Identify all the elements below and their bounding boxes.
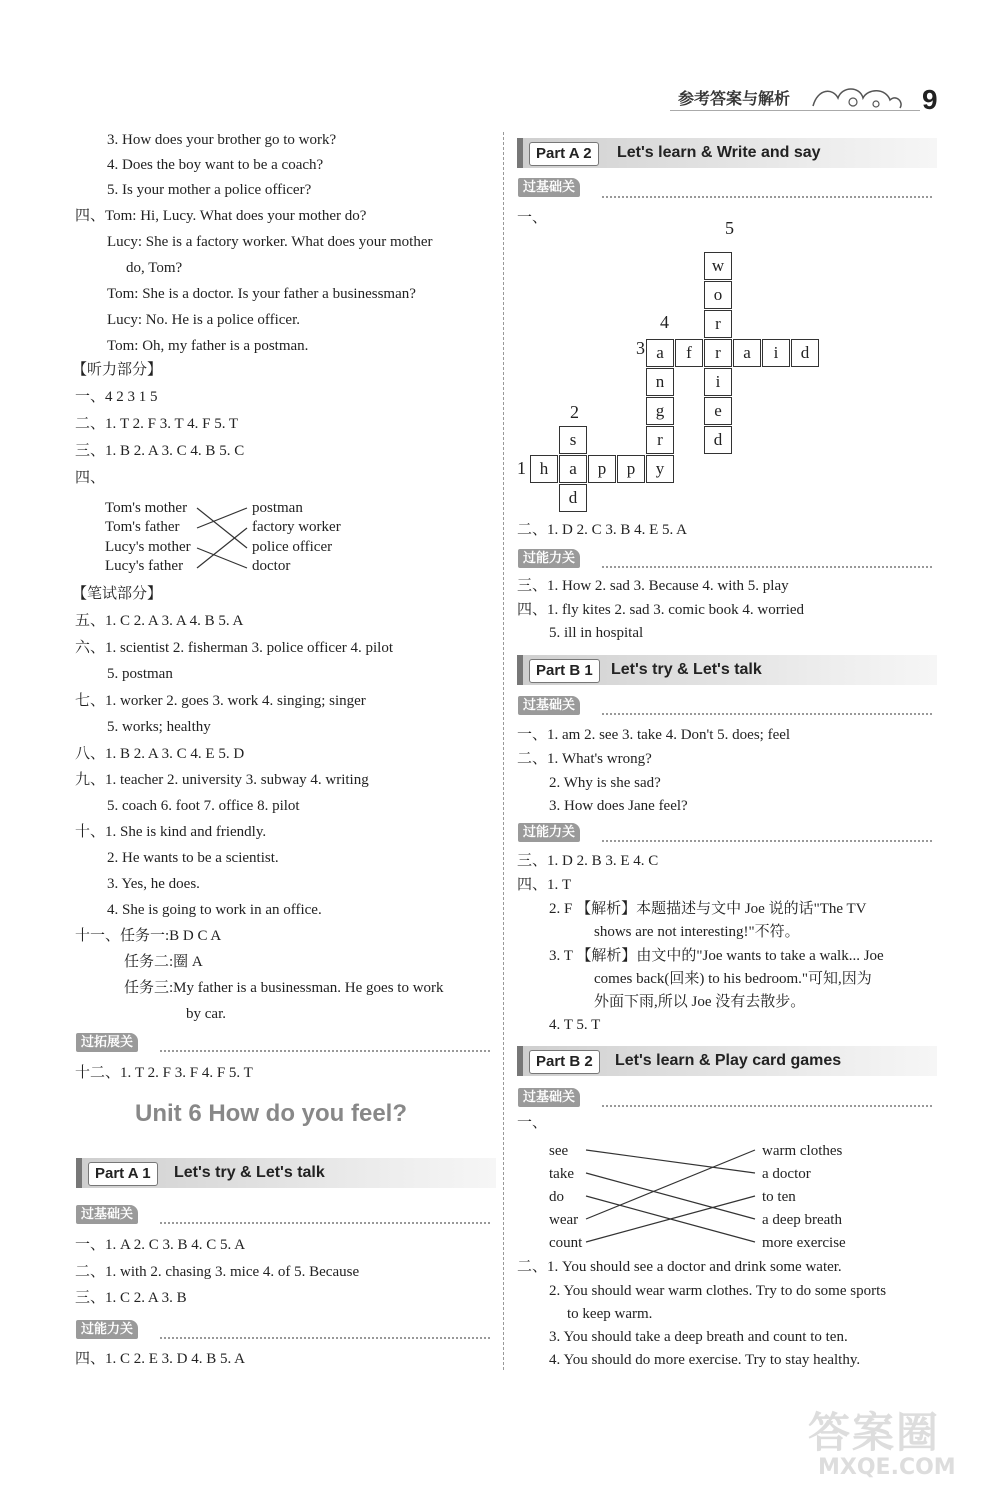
crossword-cell: a (733, 339, 761, 367)
match-right-item: warm clothes (762, 1143, 843, 1159)
crossword-cell: h (530, 455, 558, 483)
crossword-cell: i (762, 339, 790, 367)
answer-line: 5. ill in hospital (549, 625, 644, 641)
answer-line: 二、1. with 2. chasing 3. mice 4. of 5. Because (75, 1264, 360, 1280)
answer-line: 八、1. B 2. A 3. C 4. E 5. D (75, 746, 245, 762)
crossword-cell: o (704, 281, 732, 309)
answer-line: 十二、1. T 2. F 3. F 4. F 5. T (75, 1065, 253, 1081)
answer-line: 一、1. am 2. see 3. take 4. Don't 5. does; feel (517, 727, 791, 743)
match-right-item: factory worker (252, 519, 341, 535)
answer-line: 五、1. C 2. A 3. A 4. B 5. A (75, 613, 244, 629)
section-label: 【听力部分】 (72, 362, 163, 378)
part-banner-b1 (517, 655, 937, 685)
match-right-item: a deep breath (762, 1212, 842, 1228)
match-lines (195, 500, 255, 580)
match-lines (580, 1140, 760, 1260)
answer-line: 2. F 【解析】本题描述与文中 Joe 说的话"The TV (549, 901, 867, 917)
dotted-rule (602, 713, 932, 715)
answer-line: 任务三:My father is a businessman. He goes to work (124, 980, 444, 996)
answer-line: 七、1. worker 2. goes 3. work 4. singing; singer (75, 693, 366, 709)
level-tag-basic: 过基础关 (518, 696, 580, 715)
header-rule (670, 110, 920, 111)
crossword-cell: d (704, 426, 732, 454)
crossword-number: 3 (636, 338, 645, 358)
answer-line: by car. (186, 1006, 226, 1022)
dotted-rule (602, 840, 932, 842)
answer-line: Lucy: She is a factory worker. What does your mother (107, 234, 433, 250)
dotted-rule (602, 566, 932, 568)
crossword-cell: a (559, 455, 587, 483)
match-left-item: Lucy's mother (105, 539, 191, 555)
answer-line: 4. T 5. T (549, 1017, 601, 1033)
match-left-item: Tom's father (105, 519, 180, 535)
answer-line: 二、1. T 2. F 3. T 4. F 5. T (75, 416, 239, 432)
part-name: Let's try & Let's talk (174, 1164, 325, 1181)
crossword-cell: p (617, 455, 645, 483)
section-label: 一、 (517, 210, 548, 226)
dotted-rule (602, 196, 932, 198)
match-right-item: police officer (252, 539, 333, 555)
crossword-cell: s (559, 426, 587, 454)
match-right-item: more exercise (762, 1235, 846, 1251)
level-tag-ability: 过能力关 (518, 823, 580, 842)
crossword-cell: y (646, 455, 674, 483)
answer-line: 5. postman (107, 666, 173, 682)
level-tag-extend: 过拓展关 (76, 1033, 138, 1052)
answer-line: 3. You should take a deep breath and count to ten. (549, 1329, 848, 1345)
part-banner-a1 (76, 1158, 496, 1188)
part-name: Let's learn & Play card games (615, 1052, 842, 1069)
match-right-item: to ten (762, 1189, 796, 1205)
answer-line: 3. How does your brother go to work? (107, 132, 337, 148)
answer-line: to keep warm. (567, 1306, 653, 1322)
dotted-rule (160, 1337, 490, 1339)
answer-line: 4. She is going to work in an office. (107, 902, 322, 918)
answer-line: 四、1. T (517, 877, 572, 893)
answer-line: 3. T 【解析】由文中的"Joe wants to take a walk... Joe (549, 948, 884, 964)
answer-line: 2. He wants to be a scientist. (107, 850, 279, 866)
match-right-item: postman (252, 500, 303, 516)
match-left-item: Tom's mother (105, 500, 188, 516)
watermark-logo: 答案圈 (808, 1408, 941, 1457)
level-tag-basic: 过基础关 (518, 1088, 580, 1107)
answer-line: 5. coach 6. foot 7. office 8. pilot (107, 798, 300, 814)
answer-line: 四、 (75, 470, 106, 486)
part-banner-b2 (517, 1046, 937, 1076)
section-label: 一、 (517, 1115, 548, 1131)
answer-line: 3. How does Jane feel? (549, 798, 688, 814)
answer-line: 三、1. D 2. B 3. E 4. C (517, 853, 659, 869)
answer-line: shows are not interesting!"不符。 (594, 924, 800, 940)
match-left-item: see (549, 1143, 569, 1159)
answer-line: 二、1. You should see a doctor and drink some water. (517, 1259, 842, 1275)
crossword-cell: e (704, 397, 732, 425)
answer-line: 一、4 2 3 1 5 (75, 389, 158, 405)
match-left-item: Lucy's father (105, 558, 184, 574)
crossword-number: 2 (570, 402, 579, 422)
match-right-item: a doctor (762, 1166, 811, 1182)
crossword-cell: n (646, 368, 674, 396)
answer-line: 4. Does the boy want to be a coach? (107, 157, 324, 173)
dotted-rule (160, 1222, 490, 1224)
crossword-cell: r (704, 339, 732, 367)
crossword-cell: g (646, 397, 674, 425)
answer-line: Tom: Oh, my father is a postman. (107, 338, 309, 354)
part-tag: Part B 1 (529, 659, 600, 683)
match-left-item: take (549, 1166, 574, 1182)
match-left-item: do (549, 1189, 564, 1205)
cloud-doodle-icon (808, 80, 908, 112)
column-divider (503, 132, 504, 1370)
answer-line: Tom: She is a doctor. Is your father a businessman? (107, 286, 416, 302)
dotted-rule (160, 1050, 490, 1052)
crossword-cell: r (646, 426, 674, 454)
answer-line: 六、1. scientist 2. fisherman 3. police officer 4. pilot (75, 640, 393, 656)
crossword-cell: p (588, 455, 616, 483)
part-banner-a2 (517, 138, 937, 168)
dotted-rule (602, 1105, 932, 1107)
answer-line: 四、1. C 2. E 3. D 4. B 5. A (75, 1351, 246, 1367)
answer-line: 十一、任务一:B D C A (75, 928, 222, 944)
answer-line: 九、1. teacher 2. university 3. subway 4. writing (75, 772, 369, 788)
part-name: Let's try & Let's talk (611, 661, 762, 678)
answer-line: 外面下雨,所以 Joe 没有去散步。 (594, 994, 806, 1010)
part-name: Let's learn & Write and say (617, 144, 821, 161)
section-label: 【笔试部分】 (72, 586, 163, 602)
crossword-number: 4 (660, 312, 669, 332)
answer-line: 5. Is your mother a police officer? (107, 182, 312, 198)
answer-line: Lucy: No. He is a police officer. (107, 312, 300, 328)
answer-line: 三、1. C 2. A 3. B (75, 1290, 187, 1306)
match-left-item: count (549, 1235, 583, 1251)
crossword-number: 1 (517, 458, 526, 478)
answer-line: 2. You should wear warm clothes. Try to do some sports (549, 1283, 887, 1299)
answer-line: 二、1. What's wrong? (517, 751, 652, 767)
page-number: 9 (922, 84, 938, 115)
part-tag: Part B 2 (529, 1050, 600, 1074)
answer-line: 二、1. D 2. C 3. B 4. E 5. A (517, 522, 688, 538)
crossword-number: 5 (725, 218, 734, 238)
crossword-cell: f (675, 339, 703, 367)
part-tag: Part A 1 (88, 1162, 158, 1186)
match-left-item: wear (549, 1212, 579, 1228)
crossword-cell: i (704, 368, 732, 396)
answer-line: 一、1. A 2. C 3. B 4. C 5. A (75, 1237, 246, 1253)
crossword-cell: r (704, 310, 732, 338)
level-tag-basic: 过基础关 (518, 178, 580, 197)
answer-line: 4. You should do more exercise. Try to stay healthy. (549, 1352, 861, 1368)
answer-line: 3. Yes, he does. (107, 876, 200, 892)
part-tag: Part A 2 (529, 142, 599, 166)
crossword-cell: d (559, 484, 587, 512)
answer-line: do, Tom? (126, 260, 183, 276)
level-tag-ability: 过能力关 (518, 549, 580, 568)
answer-line: 2. Why is she sad? (549, 775, 661, 791)
answer-line: 四、1. fly kites 2. sad 3. comic book 4. worried (517, 602, 805, 618)
header-title: 参考答案与解析 (678, 91, 791, 108)
watermark-url: MXQE.COM (818, 1455, 956, 1480)
crossword-cell: a (646, 339, 674, 367)
answer-line: 三、1. How 2. sad 3. Because 4. with 5. play (517, 578, 789, 594)
answer-line: 三、1. B 2. A 3. C 4. B 5. C (75, 443, 245, 459)
level-tag-ability: 过能力关 (76, 1320, 138, 1339)
match-right-item: doctor (252, 558, 291, 574)
answer-line: 任务二:圈 A (124, 954, 203, 970)
answer-line: 十、1. She is kind and friendly. (75, 824, 267, 840)
level-tag-basic: 过基础关 (76, 1205, 138, 1224)
unit-title: Unit 6 How do you feel? (135, 1100, 408, 1127)
answer-line: comes back(回来) to his bedroom."可知,因为 (594, 971, 872, 987)
answer-line: 四、Tom: Hi, Lucy. What does your mother do? (75, 208, 367, 224)
crossword-cell: d (791, 339, 819, 367)
crossword-cell: w (704, 252, 732, 280)
answer-line: 5. works; healthy (107, 719, 211, 735)
